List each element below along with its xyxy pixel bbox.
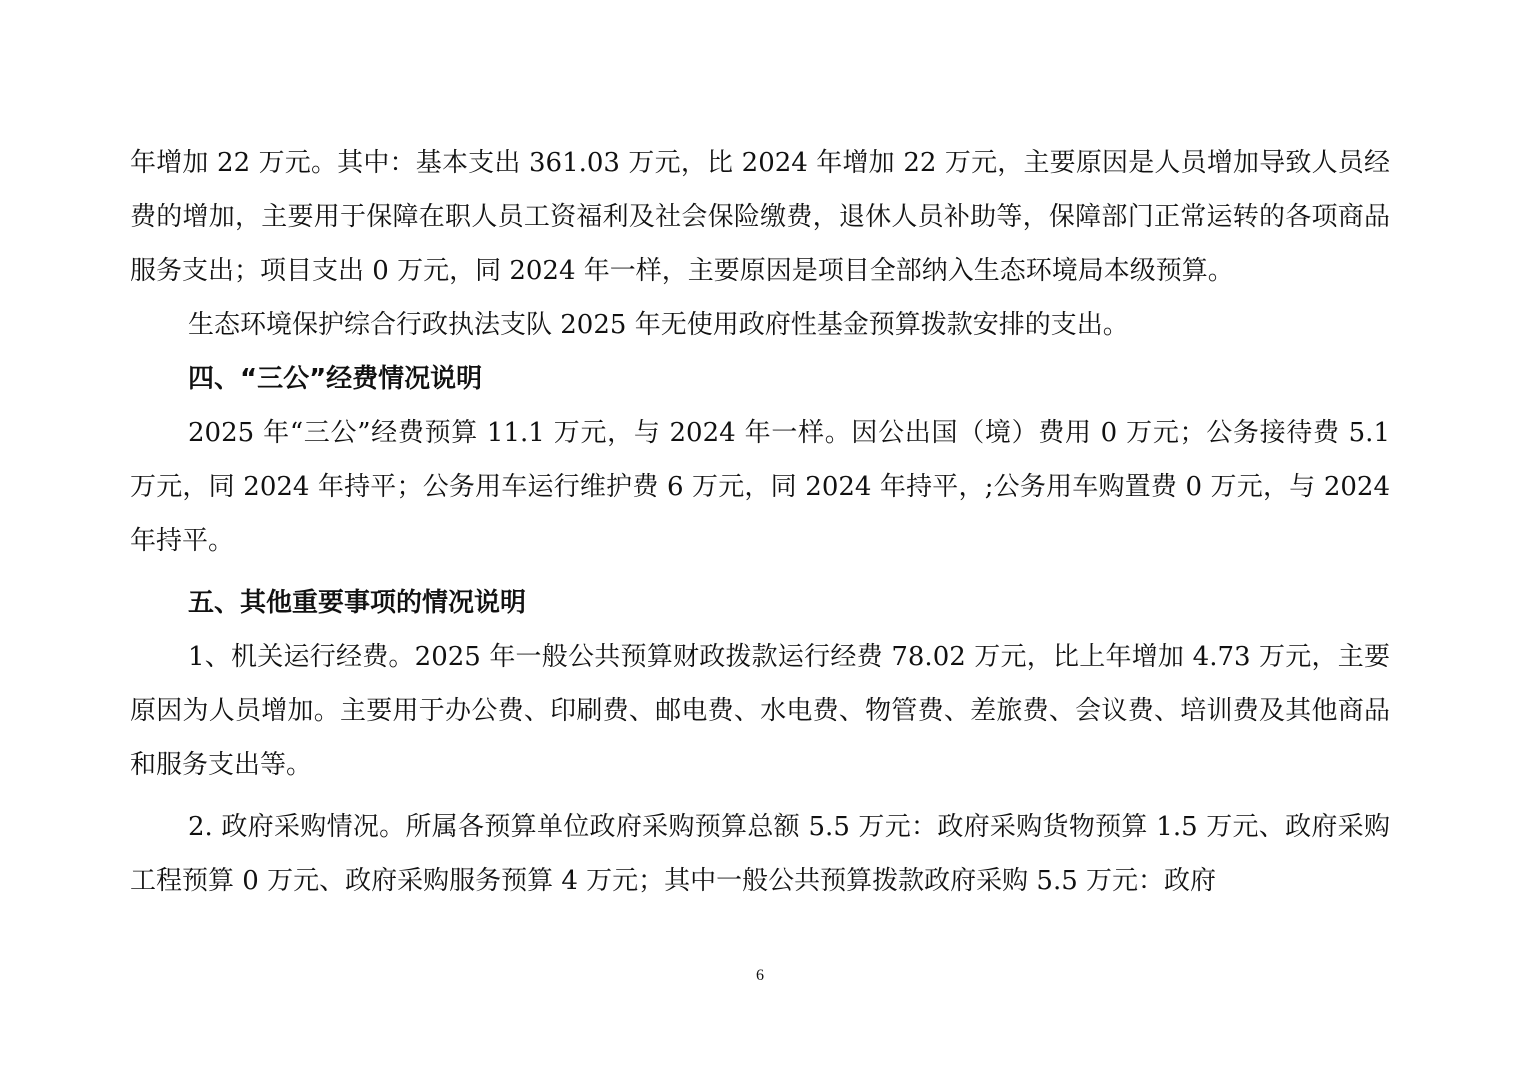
page-number: 6 — [756, 967, 764, 984]
paragraph-three-public-expenses: 2025 年“三公”经费预算 11.1 万元，与 2024 年一样。因公出国（境）费用 0 万元；公务接待费 5.1 万元，同 2024 年持平；公务用车运行维护费 6 万元，同 2024 年持平，;公务用车购置费 0 万元，与 2024 年持平。 — [130, 418, 1390, 556]
paragraph-government-fund: 生态环境保护综合行政执法支队 2025 年无使用政府性基金预算拨款安排的支出。 — [188, 310, 1129, 340]
heading-three-public-expenses: 四、“三公”经费情况说明 — [188, 364, 483, 394]
paragraph-basic-expenditure: 年增加 22 万元。其中：基本支出 361.03 万元，比 2024 年增加 22 万元，主要原因是人员增加导致人员经费的增加，主要用于保障在职人员工资福利及社会保险缴费，退休人员补助等，保障部门正常运转的各项商品服务支出；项目支出 0 万元，同 2024 年一样，主要原因是项目全部纳入生态环境局本级预算。 — [130, 148, 1390, 286]
document-body — [130, 136, 1390, 908]
heading-other-matters: 五、其他重要事项的情况说明 — [188, 588, 527, 618]
paragraph-government-procurement: 2. 政府采购情况。所属各预算单位政府采购预算总额 5.5 万元：政府采购货物预算 1.5 万元、政府采购工程预算 0 万元、政府采购服务预算 4 万元；其中一般公共预算拨款政府采购 5.5 万元：政府 — [130, 812, 1390, 896]
paragraph-operating-expenses: 1、机关运行经费。2025 年一般公共预算财政拨款运行经费 78.02 万元，比上年增加 4.73 万元，主要原因为人员增加。主要用于办公费、印刷费、邮电费、水电费、物管费、差旅费、会议费、培训费及其他商品和服务支出等。 — [130, 642, 1390, 780]
